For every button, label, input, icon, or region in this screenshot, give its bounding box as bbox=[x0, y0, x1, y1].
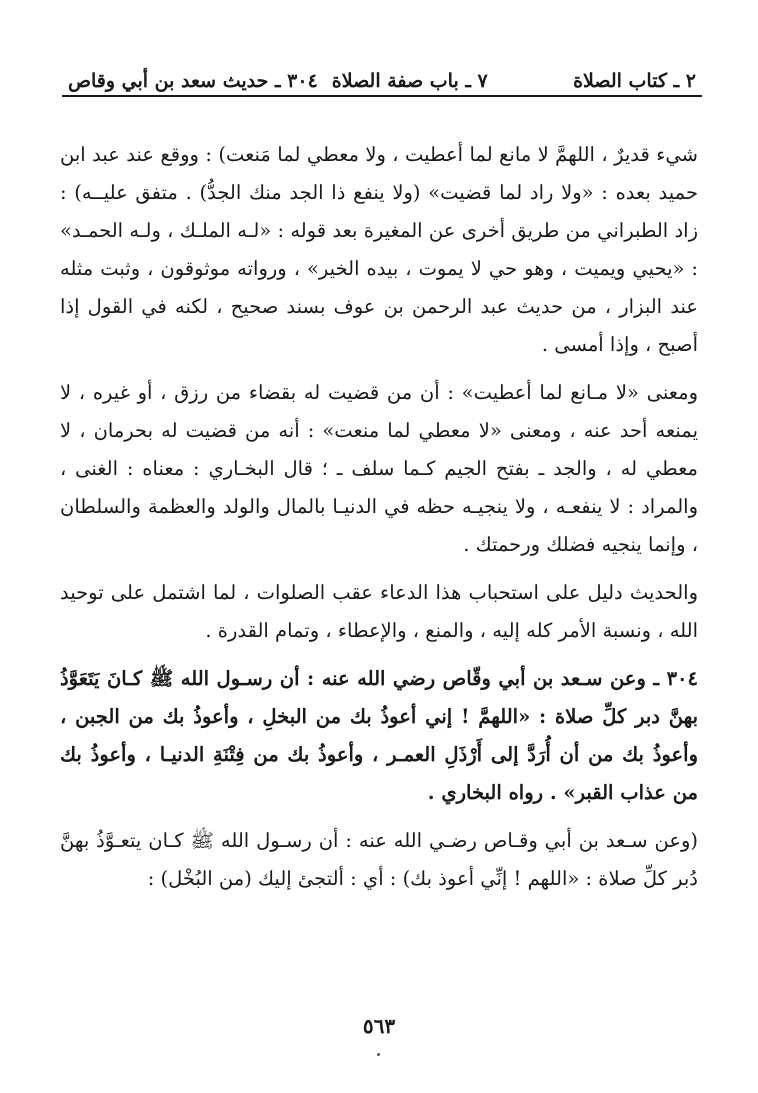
header-hadith-title: ٣٠٤ ـ حديث سعد بن أبي وقاص bbox=[68, 70, 318, 92]
paragraph-hadith-304: ٣٠٤ ـ وعن سـعد بن أبي وقّاص رضي الله عنه : أن رسـول الله ﷺ كـانَ يَتَعَوَّذُ بهنَّ دبر كلِّ صلاة : «اللهمَّ ! إني أعوذُ بك من البخلِ ، وأعوذُ بك من الجبن ، وأعوذُ بك من أن أُرَدَّ إلى أَرْذَلِ العمـر ، وأعوذُ بك من فِتْنَةِ الدنيـا ، وأعوذُ بك من عذاب القبر» . رواه البخاري . bbox=[60, 667, 698, 804]
page-number: ٥٦٣ bbox=[362, 1014, 396, 1038]
header-chapter-title: ٧ ـ باب صفة الصلاة bbox=[331, 70, 488, 92]
running-header bbox=[68, 58, 696, 92]
paragraph-commentary-4: (وعن سـعد بن أبي وقـاص رضـي الله عنه : أن رسـول الله ﷺ كـان يتعـوَّذُ بهنَّ دُبر كلِّ صلاة : «اللهم ! إنِّي أعوذ بك) : أي : ألتجئ إليك (من البُخْل) : bbox=[60, 829, 698, 890]
paragraph-commentary-1: شيء قديرٌ ، اللهمَّ لا مانع لما أعطيت ، ولا معطي لما مَنعت) : ووقع عند عبد ابن حميد بعده : «ولا راد لما قضيت» (ولا ينفع ذا الجد منك الجدُّ) . متفق عليــه) : زاد الطبراني من طريق أخرى عن المغيرة بعد قوله : «لـه الملـك ، ولـه الحمـد» : «يحيي ويميت ، وهو حي لا يموت ، بيده الخير» ، ورواته موثوقون ، وثبت مثله عند البزار ، من حديث عبد الرحمن بن عوف بسند صحيح ، لكنه في القول إذا أصبح ، وإذا أمسى . bbox=[60, 143, 698, 356]
header-rule bbox=[62, 95, 702, 97]
page-mark bbox=[377, 1053, 380, 1056]
header-right-group bbox=[68, 70, 488, 92]
paragraph-commentary-3: والحديث دليل على استحباب هذا الدعاء عقب الصلوات ، لما اشتمل على توحيد الله ، ونسبة الأمر كله إليه ، والمنع ، والإعطاء ، وتمام القدرة . bbox=[60, 581, 698, 642]
page-body bbox=[60, 136, 698, 908]
header-book-title: ٢ ـ كتاب الصلاة bbox=[573, 70, 696, 92]
paragraph-commentary-2: ومعنى «لا مـانع لما أعطيت» : أن من قضيت له بقضاء من رزق ، أو غيره ، لا يمنعه أحد عنه ، ومعنى «لا معطي لما منعت» : أنه من قضيت له بحرمان ، لا معطي له ، والجد ـ بفتح الجيم كـما سلف ـ ؛ قال البخـاري : معناه : الغنى ، والمراد : لا ينفعـه ، ولا ينجيـه حظه في الدنيـا بالمال والولد والعظمة والسلطان ، وإنما ينجيه فضلك ورحمتك . bbox=[60, 381, 698, 556]
